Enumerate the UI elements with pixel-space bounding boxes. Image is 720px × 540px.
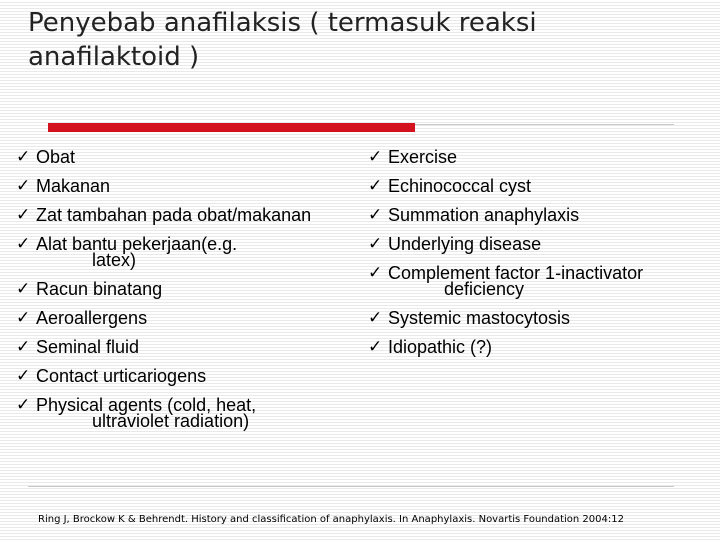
list-item [16,235,346,269]
list-item-continuation: latex) [92,250,137,270]
checkmark-icon: ✓ [368,147,383,167]
list-item-continuation: ultraviolet radiation) [92,411,250,431]
checkmark-icon: ✓ [16,205,31,225]
list-item [368,148,698,166]
list-item [368,177,698,195]
accent-bar [48,123,415,132]
list-item [368,309,698,327]
checkmark-icon: ✓ [16,366,31,386]
list-item-text: Summation anaphylaxis [388,205,580,225]
checkmark-icon: ✓ [16,176,31,196]
list-item [16,280,346,298]
list-item [16,148,346,166]
list-item-text: Complement factor 1-inactivator [388,263,644,283]
checkmark-icon: ✓ [368,263,383,283]
footer-divider [28,486,674,487]
list-item-text: Underlying disease [388,234,542,254]
checkmark-icon: ✓ [368,308,383,328]
list-item [368,338,698,356]
checkmark-icon: ✓ [368,205,383,225]
right-column [368,148,698,367]
list-item-text: Aeroallergens [36,308,148,328]
list-item-text: Seminal fluid [36,337,140,357]
citation: Ring J, Brockow K & Behrendt. History and classification of anaphylaxis. In Anaphylaxis. Novartis Foundation 2004:12 [38,514,624,525]
list-item-continuation: deficiency [444,279,525,299]
list-item [16,396,346,430]
list-item-text: Idiopathic (?) [388,337,493,357]
checkmark-icon: ✓ [16,279,31,299]
list-item [16,338,346,356]
list-item-text: Exercise [388,147,458,167]
list-item-text: Physical agents (cold, heat, [36,395,257,415]
checkmark-icon: ✓ [368,337,383,357]
list-item-text: Zat tambahan pada obat/makanan [36,205,312,225]
checkmark-icon: ✓ [16,337,31,357]
list-item-text: Makanan [36,176,111,196]
checkmark-icon: ✓ [368,176,383,196]
list-item [368,264,698,298]
left-cause-list [16,148,346,430]
list-item-text: Alat bantu pekerjaan(e.g. [36,234,238,254]
list-item-text: Contact urticariogens [36,366,207,386]
list-item [16,309,346,327]
slide-title: Penyebab anafilaksis ( termasuk reaksi anafilaktoid ) [28,8,537,72]
list-item [368,206,698,224]
checkmark-icon: ✓ [368,234,383,254]
list-item [16,177,346,195]
list-item-text: Obat [36,147,76,167]
list-item-text: Echinococcal cyst [388,176,532,196]
checkmark-icon: ✓ [16,308,31,328]
left-column [16,148,346,441]
list-item-text: Systemic mastocytosis [388,308,571,328]
checkmark-icon: ✓ [16,234,31,254]
list-item [16,367,346,385]
checkmark-icon: ✓ [16,395,31,415]
list-item [16,206,346,224]
checkmark-icon: ✓ [16,147,31,167]
list-item-text: Racun binatang [36,279,163,299]
right-cause-list [368,148,698,356]
list-item [368,235,698,253]
